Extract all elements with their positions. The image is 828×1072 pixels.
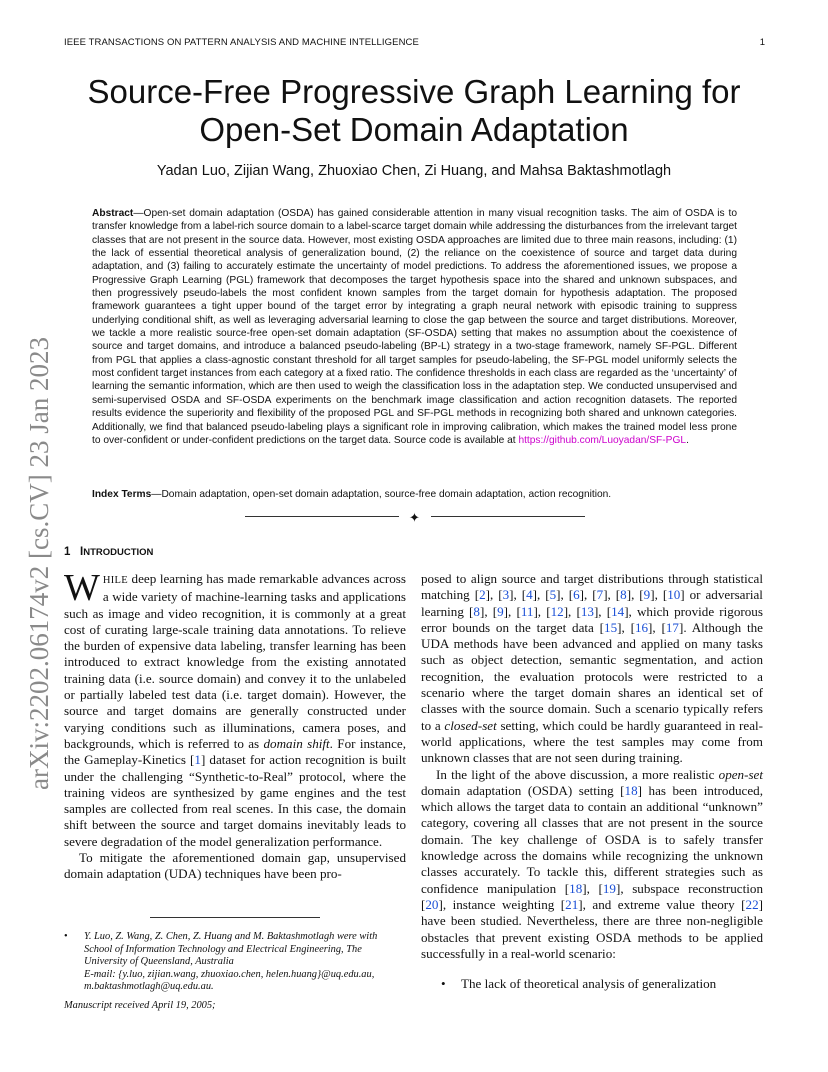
arxiv-stamp	[14, 290, 58, 790]
citation-link[interactable]: 16	[634, 619, 649, 635]
divider-line-left	[245, 516, 399, 517]
citation-link[interactable]: 13	[580, 603, 594, 619]
paragraph-text: . For instance, the Gameplay-Kinetics [	[64, 735, 406, 768]
paragraph-text: ], [	[532, 587, 550, 603]
paragraph-text: ], and extreme value theory [	[578, 896, 746, 912]
citation-link[interactable]: 10	[667, 587, 681, 603]
author-list: Yadan Luo, Zijian Wang, Zhuoxiao Chen, Zi Huang, and Mahsa Baktashmotlagh	[156, 163, 672, 179]
list-item-text: The lack of theoretical analysis of generalization	[461, 976, 717, 992]
paragraph-text: ], which provide rigorous error bounds on the target data [	[421, 603, 763, 635]
paragraph-text: ], [	[650, 587, 668, 603]
section-title-rest: NTRODUCTION	[83, 547, 154, 558]
paragraph-text: ], subspace reconstruction [	[421, 880, 763, 912]
index-terms-text: —Domain adaptation, open-set domain adaptation, source-free domain adaptation, action recognition.	[151, 489, 612, 500]
citation-link[interactable]: 14	[611, 603, 625, 619]
abstract-text: —Open-set domain adaptation (OSDA) has gained considerable attention in many visual recognition tasks. The aim of OSDA is to transfer knowledge from a label-rich source domain to a label-scarce target domain while addressing the disturbances from the irrelevant target classes that are not present in the source data. However, most existing OSDA approaches are limited due to three main reasons, including: (1) the lack of essential theoretical analysis of generalization bound, (2) the reliance on the coexistence of source and target data during adaptation, and (3) failing to accurately estimate the uncertainty of model predictions. To address the aforementioned issues, we propose a Progressive Graph Learning (PGL) framework that decomposes the target hypothesis space into the shared and unknown subspaces, and then progressively pseudo-labels the most confident known samples from the target domain for hypothesis adaptation. The proposed framework guarantees a tight upper bound of the target error by integrating a graph neural network with episodic training to suppress underlying conditional shift, as well as leveraging adversarial learning to close the gap between the source and target distributions. Moreover, we tackle a more realistic source-free open-set domain adaptation (SF-OSDA) setting that makes no assumption about the coexistence of source and target domains, and introduce a balanced pseudo-labeling (BP-L) strategy in a two-stage framework, namely SF-PGL. Different from PGL that applies a class-agnostic constant threshold for all target samples for pseudo-labeling, the SF-PGL model uniformly selects the most confident target instances from each category at a fixed ratio. The confidence thresholds in each class are regarded as the ‘uncertainty’ of learning the semantic information, which are then used to weigh the classification loss in the adaptation step. We conducted unsupervised and semi-supervised OSDA and SF-OSDA experiments on the benchmark image classification and action recognition datasets. The reported results evidence the superiority and flexibility of the proposed PGL and SF-PGL methods in recognizing both shared and unknown categories. Additionally, we find that balanced pseudo-labeling plays a significant role in improving calibration, which makes the trained model less prone to over-confident or under-confident predictions on the target data. Source code is available at	[92, 208, 737, 446]
section-heading	[64, 546, 153, 558]
index-terms-label: Index Terms	[92, 489, 152, 500]
obstacle-list-item	[421, 976, 763, 992]
left-column	[64, 567, 406, 883]
abstract-label: Abstract	[92, 208, 134, 219]
footnote-affiliation: Y. Luo, Z. Wang, Z. Chen, Z. Huang and M. Baktashmotlagh were with School of Information Technology and Electrical Engineering, The University of Queensland, Australia	[84, 931, 378, 968]
footnote-email: E-mail: {y.luo, zijian.wang, zhuoxiao.chen, helen.huang}@uq.edu.au, m.baktashmotlagh@uq.edu.au.	[84, 968, 375, 993]
citation-link[interactable]: 19	[602, 880, 616, 896]
section-title-initial: I	[80, 546, 84, 558]
citation-link[interactable]: 22	[745, 896, 759, 912]
citation-link[interactable]: 21	[565, 896, 579, 912]
right-paragraph-1	[421, 571, 763, 767]
paragraph-text: ] have been studied. Nevertheless, there are three non-negligible obstacles that prevent existing OSDA methods to be applied successfully in a real-world scenario:	[421, 896, 763, 961]
paragraph-text: ], [	[593, 603, 612, 619]
citation-link[interactable]: 2	[479, 587, 486, 603]
citation-link[interactable]: 4	[526, 587, 533, 603]
page-number: 1	[759, 37, 765, 48]
citation-link[interactable]: 15	[604, 619, 618, 635]
arxiv-stamp-text: arXiv:2202.06174v2 [cs.CV] 23 Jan 2023	[24, 337, 54, 790]
citation-link[interactable]: 9	[497, 603, 504, 619]
citation-link[interactable]: 6	[573, 587, 580, 603]
citation-link[interactable]: 5	[549, 587, 557, 603]
list-bullet: •	[441, 976, 446, 992]
paragraph-text: ], [	[617, 619, 635, 635]
index-terms	[92, 488, 737, 501]
emphasis: domain shift	[263, 735, 330, 751]
citation-link[interactable]: 12	[550, 603, 564, 619]
paragraph-text: ], [	[503, 603, 521, 619]
source-code-link[interactable]: https://github.com/Luoyadan/SF-PGL	[518, 434, 687, 446]
citation-link[interactable]: 18	[624, 782, 638, 798]
citation-link[interactable]: 8	[473, 603, 480, 619]
paragraph-text: posed to align source and target distributions through statistical matching [	[421, 571, 763, 603]
paragraph-text: ], [	[626, 587, 644, 603]
section-divider	[245, 510, 585, 524]
paragraph-text: ], [	[556, 587, 574, 603]
paragraph-text: ], [	[582, 880, 603, 896]
abstract-end: .	[686, 434, 689, 446]
citation-link[interactable]: 9	[643, 587, 651, 603]
paragraph-text: setting, which could be hardly guaranteed in real-world applications, where the test samples may come from unknown classes that are not seen during training.	[421, 717, 763, 766]
dropcap: W	[64, 567, 100, 609]
paragraph-text: ], [	[579, 587, 597, 603]
paragraph-text: ], [	[485, 587, 503, 603]
paragraph-text: ], [	[479, 603, 498, 619]
section-number: 1	[64, 546, 71, 558]
abstract	[92, 207, 737, 447]
paragraph-text: ] has been introduced, which allows the target data to contain an additional “unknown” category, covering all classes that are not present in the source domain. The key challenge of OSDA is to safely transfer knowledge across the domains while recognizing the unknown classes accurately. To tackle this, different strategies such as confidence manipulation [	[421, 782, 763, 896]
citation-link[interactable]: 20	[425, 896, 439, 912]
divider-line-right	[431, 516, 585, 517]
citation-link[interactable]: 18	[569, 880, 583, 896]
paragraph-text: domain adaptation (OSDA) setting [	[421, 782, 625, 798]
right-column	[421, 571, 763, 992]
paragraph-text: ]. Although the UDA methods have been advanced and applied on many tasks such as object detection, semantic segmentation, and action recognition, the evaluation protocols were restricted to a scenario where the target domain shares an identical set of classes with the source domain. Such a scenario typically refers to a	[421, 619, 763, 733]
paragraph-text: ] or adversarial learning [	[421, 587, 763, 619]
emphasis: open-set	[718, 766, 763, 782]
smallcaps-lead: HILE	[102, 575, 128, 586]
right-paragraph-2	[421, 767, 763, 963]
paragraph-text: ], instance weighting [	[438, 896, 566, 912]
emphasis: closed-set	[444, 717, 497, 733]
paragraph-text: ], [	[533, 603, 551, 619]
citation-link[interactable]: 17	[665, 619, 679, 635]
footnote-bullet: •	[64, 931, 68, 942]
paragraph-text: deep learning has made remarkable advances across a wide variety of machine-learning tasks and applications such as image and video recognition, it is commonly at a great cost of curating large-scale training data annotations. To relieve the burden of expensive data labeling, transfer learning has been introduced to extract knowledge from the existing annotated training data (i.e. source domain) and convey it to the unlabeled or partially labeled test data (i.e. target domain). However, the source and target domains are generally constructed under varying conditions such as illuminations, camera poses, and backgrounds, which is referred to as	[64, 571, 406, 751]
footnote-rule	[150, 917, 320, 918]
intro-paragraph-2: To mitigate the aforementioned domain gap, unsupervised domain adaptation (UDA) techniques have been pro-	[64, 850, 406, 882]
intro-paragraph-1	[64, 567, 406, 850]
paragraph-text: ], [	[603, 587, 621, 603]
running-header: IEEE TRANSACTIONS ON PATTERN ANALYSIS AND MACHINE INTELLIGENCE	[64, 37, 419, 48]
affiliation-footnote	[64, 931, 406, 994]
paragraph-text: ], [	[648, 619, 666, 635]
divider-diamond-icon: ✦	[409, 510, 420, 525]
citation-link[interactable]: 3	[502, 587, 510, 603]
manuscript-note: Manuscript received April 19, 2005;	[64, 1000, 216, 1011]
citation-link[interactable]: 11	[520, 603, 534, 619]
citation-link[interactable]: 8	[620, 587, 627, 603]
paragraph-text: In the light of the above discussion, a more realistic	[436, 766, 719, 782]
paper-title: Source-Free Progressive Graph Learning for Open-Set Domain Adaptation	[87, 73, 741, 148]
citation-link[interactable]: 7	[596, 587, 604, 603]
citation-link[interactable]: 1	[194, 752, 201, 768]
paragraph-text: ], [	[509, 587, 527, 603]
paragraph-text: ] dataset for action recognition is built under the challenging “Synthetic-to-Real” protocol, where the training videos are synthesized by game engines and the test samples are collected from real scenes. In this case, the domain shift between the source and target domains inevitably leads to severe degradation of the model generalization performance.	[64, 752, 406, 849]
paragraph-text: ], [	[563, 603, 581, 619]
